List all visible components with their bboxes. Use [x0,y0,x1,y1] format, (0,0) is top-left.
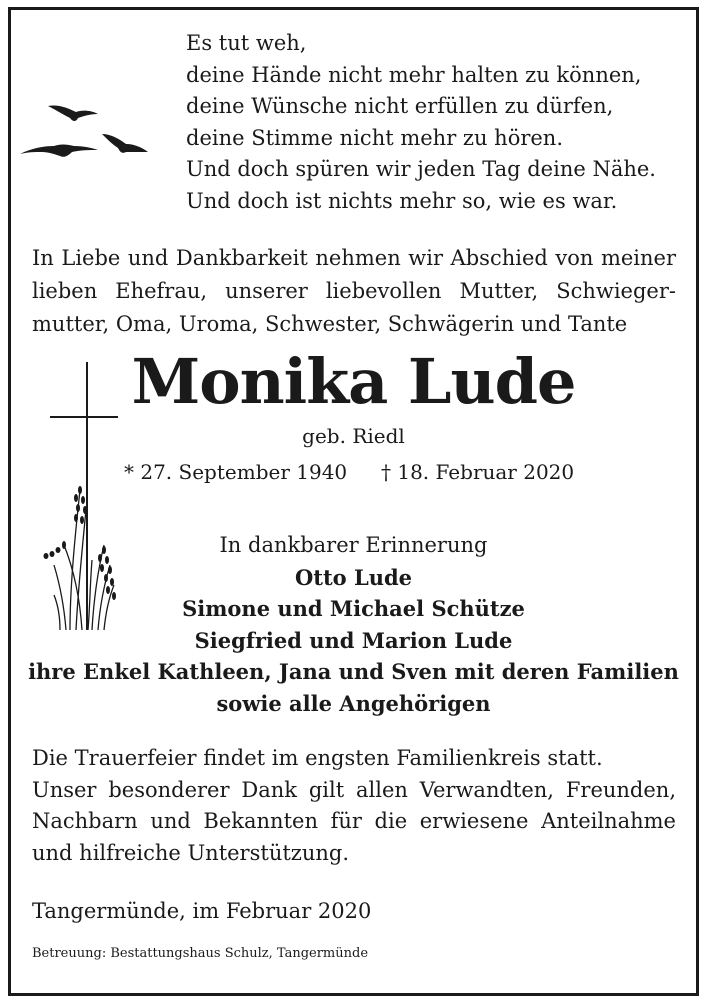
deceased-name: Monika Lude [131,345,576,418]
mourner-name: Siegfried und Marion Lude [194,627,513,653]
mourner-name: Otto Lude [294,564,413,590]
intro-line: mutter, Oma, Uroma, Schwester, Schwägerin und Tante [32,312,628,336]
poem-line: deine Stimme nicht mehr zu hören. [186,125,564,150]
funeral-service-credit: Betreuung: Bestattungshaus Schulz, Tangermünde [32,946,369,961]
maiden-name: geb. Riedl [302,424,405,448]
mourner-name: Simone und Michael Schütze [182,596,525,621]
poem-line: deine Wünsche nicht erfüllen zu dürfen, [186,94,614,119]
birth-date: * 27. September 1940 [124,460,348,484]
funeral-text [32,743,676,869]
poem-line: Es tut weh, [186,31,307,55]
birds-icon [18,100,178,170]
poem-line: Und doch ist nichts mehr so, wie es war. [186,188,618,213]
funeral-line: und hilfreiche Unterstützung. [32,840,350,865]
intro-text [32,242,676,341]
poem [186,28,656,218]
funeral-line: Die Trauerfeier findet im engsten Familienkreis statt. [32,746,603,770]
mourner-name: ihre Enkel Kathleen, Jana und Sven mit deren Familien [28,659,679,684]
mourners-heading: In dankbarer Erinnerung [219,533,488,557]
poem-line: deine Hände nicht mehr halten zu können, [186,62,642,87]
place-date: Tangermünde, im Februar 2020 [32,899,372,923]
mourners-block [0,530,707,719]
death-date: † 18. Februar 2020 [381,460,575,484]
mourner-name: sowie alle Angehörigen [216,690,491,716]
poem-line: Und doch spüren wir jeden Tag deine Nähe. [186,157,656,182]
intro-line: lieben Ehefrau, unserer liebevollen Mutter, Schwieger- [32,279,676,303]
funeral-line: Nachbarn und Bekannten für die erwiesene Anteilnahme [32,809,676,834]
intro-line: In Liebe und Dankbarkeit nehmen wir Abschied von meiner [32,246,676,270]
funeral-line: Unser besonderer Dank gilt allen Verwandten, Freunden, [32,777,676,802]
